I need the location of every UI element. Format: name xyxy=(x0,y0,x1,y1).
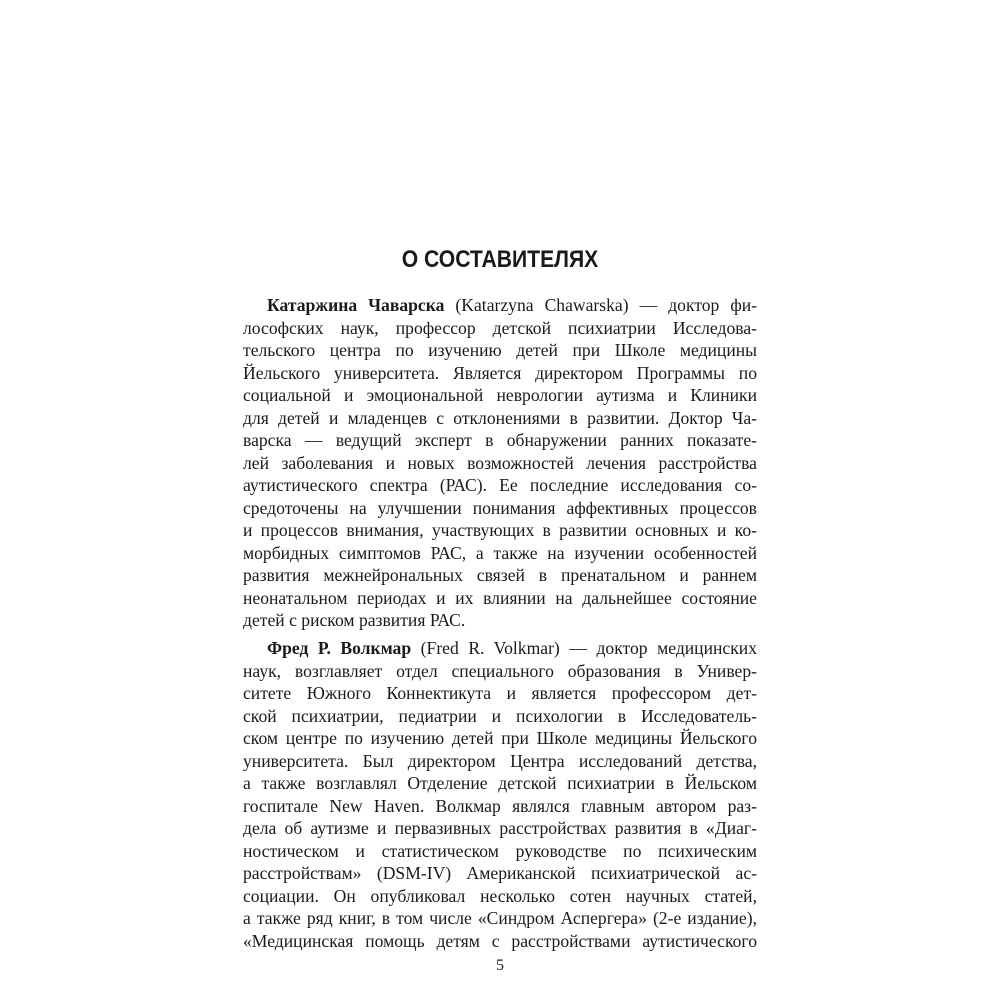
paragraph-first-line xyxy=(243,637,757,660)
text-line: лософских наук, профессор детской психиатрии Исследова- xyxy=(243,317,757,338)
text-line: ском центре по изучению детей при Школе медицины Йельского xyxy=(243,728,757,748)
line-text: (Fred R. Volkmar) — доктор медицинских xyxy=(411,638,757,658)
text-line: наук, возглавляет отдел специального образования в Универ- xyxy=(243,660,757,681)
text-line: социальной и эмоциональной неврологии аутизма и Клиники xyxy=(243,385,757,405)
paragraph-first-line xyxy=(243,294,757,317)
text-line: «Медицинская помощь детям с расстройствами аутистического xyxy=(243,930,757,951)
line-text: (Katarzyna Chawarska) — доктор фи- xyxy=(444,295,757,315)
text-line: расстройствам» (DSM-IV) Американской психиатрической ас- xyxy=(243,863,757,883)
text-line: средоточены на улучшении понимания аффективных процессов xyxy=(243,497,757,518)
text-line: развития межнейрональных связей в пренатальном и раннем xyxy=(243,565,757,585)
text-line: социации. Он опубликовал несколько сотен научных статей, xyxy=(243,885,757,906)
paragraph-volkmar xyxy=(243,637,757,952)
author-name: Фред Р. Волкмар xyxy=(267,638,412,658)
text-line: морбидных симптомов РАС, а также на изучении особенностей xyxy=(243,542,757,563)
text-line: неонатальном периодах и их влиянии на дальнейшее состояние xyxy=(243,587,757,608)
text-line: лей заболевания и новых возможностей лечения расстройства xyxy=(243,452,757,473)
text-line: тельского центра по изучению детей при Школе медицины xyxy=(243,340,757,360)
text-line: детей с риском развития РАС. xyxy=(243,610,466,630)
text-line: университета. Был директором Центра исследований детства, xyxy=(243,750,757,771)
text-line: и процессов внимания, участвующих в развитии основных и ко- xyxy=(243,520,757,540)
page-title: О СОСТАВИТЕЛЯХ xyxy=(401,246,599,273)
paragraph-chawarska xyxy=(243,294,757,632)
text-line: аутистического спектра (РАС). Ее последние исследования со- xyxy=(243,475,757,495)
text-line: Йельского университета. Является директором Программы по xyxy=(243,362,757,383)
author-name: Катаржина Чаварска xyxy=(267,295,445,315)
text-line: варска — ведущий эксперт в обнаружении ранних показате- xyxy=(243,430,757,450)
text-line: а также возглавлял Отделение детской психиатрии в Йельском xyxy=(243,773,757,793)
page-number: 5 xyxy=(496,957,504,974)
text-line: ской психиатрии, педиатрии и психологии в Исследователь- xyxy=(243,705,757,726)
text-line: для детей и младенцев с отклонениями в развитии. Доктор Ча- xyxy=(243,407,757,428)
text-line: ситете Южного Коннектикута и является профессором дет- xyxy=(243,683,757,703)
text-line: а также ряд книг, в том числе «Синдром Аспергера» (2-е издание), xyxy=(243,908,757,928)
text-line: ностическом и статистическом руководстве по психическим xyxy=(243,840,757,861)
text-line: дела об аутизме и первазивных расстройствах развития в «Диаг- xyxy=(243,818,757,838)
text-line: госпитале New Haven. Волкмар являлся главным автором раз- xyxy=(243,795,757,816)
